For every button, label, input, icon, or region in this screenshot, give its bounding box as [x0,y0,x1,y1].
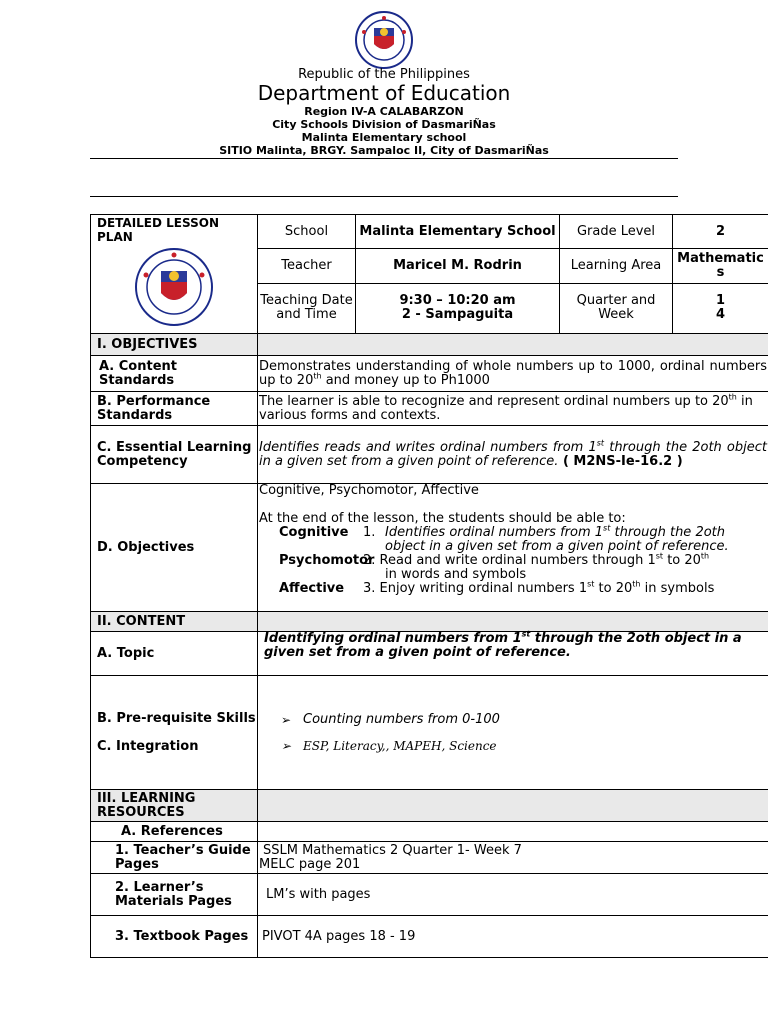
cognitive-text-1: Identifies ordinal numbers from 1 [385,525,604,540]
psychomotor-sup-2: th [700,551,710,561]
prereq-item-text: Counting numbers from 0-100 [303,711,500,727]
title-seal-cell [91,215,258,334]
teacher-value: Maricel M. Rodrin [356,249,560,283]
topic-text-1: Identifying ordinal numbers from 1 [264,631,522,646]
content-standards-label [91,356,258,392]
cognitive-label: Cognitive [279,525,349,540]
objectives-d-label: D. Objectives [91,484,258,612]
school-line: Malinta Elementary school [301,131,467,144]
resources-heading: III. LEARNING RESOURCES [91,790,258,822]
lm-label: 2. Learner’s Materials Pages [91,874,258,916]
address-line: SITIO Malinta, BRGY. Sampaloc II, City of DasmariÑas [219,144,549,157]
area-label: Learning Area [560,249,673,283]
quarter-value: 1 [715,293,726,309]
school-label: School [258,215,356,249]
psychomotor-text-1: 2. Read and write ordinal numbers through 1 [363,553,656,568]
tg-value [258,842,768,874]
tb-label: 3. Textbook Pages [91,916,258,958]
references-label: A. References [91,822,258,842]
tg-value-2: MELC page 201 [259,856,361,872]
topic-sup: st [521,629,531,639]
school-value: Malinta Elementary School [356,215,560,249]
performance-standards-label: B. Performance Standards [91,392,258,426]
lesson-plan-title: DETAILED LESSON PLAN [97,216,219,244]
grade-label: Grade Level [560,215,673,249]
prereq-item [259,713,767,727]
tg-label: 1. Teacher’s Guide Pages [91,842,258,874]
performance-standards-text-2: in various forms and contexts. [259,393,753,423]
resources-heading-fill [258,790,768,822]
topic-text [258,629,768,676]
time-value: 9:30 – 10:20 am [399,293,516,309]
topic-label: A. Topic [91,632,258,676]
psychomotor-sup-1: st [655,551,664,561]
quarter-label: Quarter and Week [560,283,673,333]
competency-text [258,426,768,484]
cognitive-number: 1. [363,525,376,540]
performance-standards-text-1: The learner is able to recognize and represent ordinal numbers up to 20 [259,393,729,409]
week-value: 4 [715,307,726,323]
affective-text-3: in symbols [640,581,715,596]
psychomotor-label: Psychomotor [279,553,375,568]
performance-standards-sup: th [728,392,737,402]
prereq-integration-labels [91,676,258,790]
content-heading-fill [258,612,768,632]
domains-text: Cognitive, Psychomotor, Affective [259,483,479,498]
affective-sup-2: th [632,579,641,589]
content-standards-sup: th [313,371,322,381]
cognitive-text-2: through the 2oth object in a given set from a given point of reference. [385,525,729,554]
competency-code: ( M2NS-Ie-16.2 ) [558,453,683,469]
tg-value-1: SSLM Mathematics 2 Quarter 1- Week 7 [263,842,522,858]
division-line: City Schools Division of DasmariÑas [272,118,496,131]
competency-text-2: through the 2oth object in a given set from a given point of reference. [259,439,767,469]
teacher-label: Teacher [258,249,356,283]
quarter-week-value [673,283,768,333]
arrow-bullet-icon: ➢ [281,738,292,753]
prereq-label: B. Pre-requisite Skills [97,710,256,726]
prereq-integration-content [258,676,768,790]
competency-text-1: Identifies reads and writes ordinal numbers from 1 [259,439,597,455]
department-title: Department of Education [257,81,511,105]
objectives-heading: I. OBJECTIVES [91,334,258,356]
date-value [356,283,560,333]
region-line: Region IV-A CALABARZON [304,105,464,118]
content-standards-label-text: A. Content Standards [99,358,177,388]
header-divider [90,158,678,159]
integration-item-text: ESP, Literacy,, MAPEH, Science [303,738,497,753]
section-value: 2 - Sampaguita [401,307,514,323]
lesson-plan-table [90,214,768,958]
tb-value: PIVOT 4A pages 18 - 19 [258,916,768,958]
grade-value: 2 [673,215,768,249]
integration-item [259,739,767,753]
cognitive-objective [259,523,767,554]
content-standards-text-1: Demonstrates understanding of whole numbers up to 1000, ordinal numbers up to 20 [259,358,767,388]
deped-seal-small-logo [132,245,216,329]
affective-sup-1: st [587,579,595,589]
arrow-bullet-icon: ➢ [281,712,292,727]
topic-text-2: through the 2oth object in a given set from a given point of reference. [264,631,742,660]
area-value: Mathematics [673,249,768,283]
performance-standards-text [258,392,768,426]
date-label: Teaching Date and Time [258,283,356,333]
competency-sup: st [596,438,605,448]
competency-label: C. Essential Learning Competency [91,426,258,484]
integration-label: C. Integration [97,738,199,754]
content-heading: II. CONTENT [91,612,258,632]
lm-value: LM’s with pages [258,874,768,916]
cognitive-sup: st [603,523,611,533]
objectives-intro: At the end of the lesson, the students should be able to: [259,511,626,526]
objectives-heading-fill [258,334,768,356]
content-standards-text [258,356,768,392]
affective-label: Affective [279,581,345,596]
affective-text-2: to 20 [594,581,633,596]
content-standards-text-2: and money up to Ph1000 [321,372,490,388]
psychomotor-objective [259,551,767,582]
deped-seal-logo [350,10,418,70]
affective-objective [259,579,767,596]
republic-line: Republic of the Philippines [298,67,470,82]
objectives-d-content [258,484,768,612]
header-divider-2 [90,196,678,197]
references-value [258,822,768,842]
affective-text-1: 3. Enjoy writing ordinal numbers 1 [363,581,588,596]
psychomotor-text-3: in words and symbols [385,567,527,582]
psychomotor-text-2: to 20 [663,553,701,568]
